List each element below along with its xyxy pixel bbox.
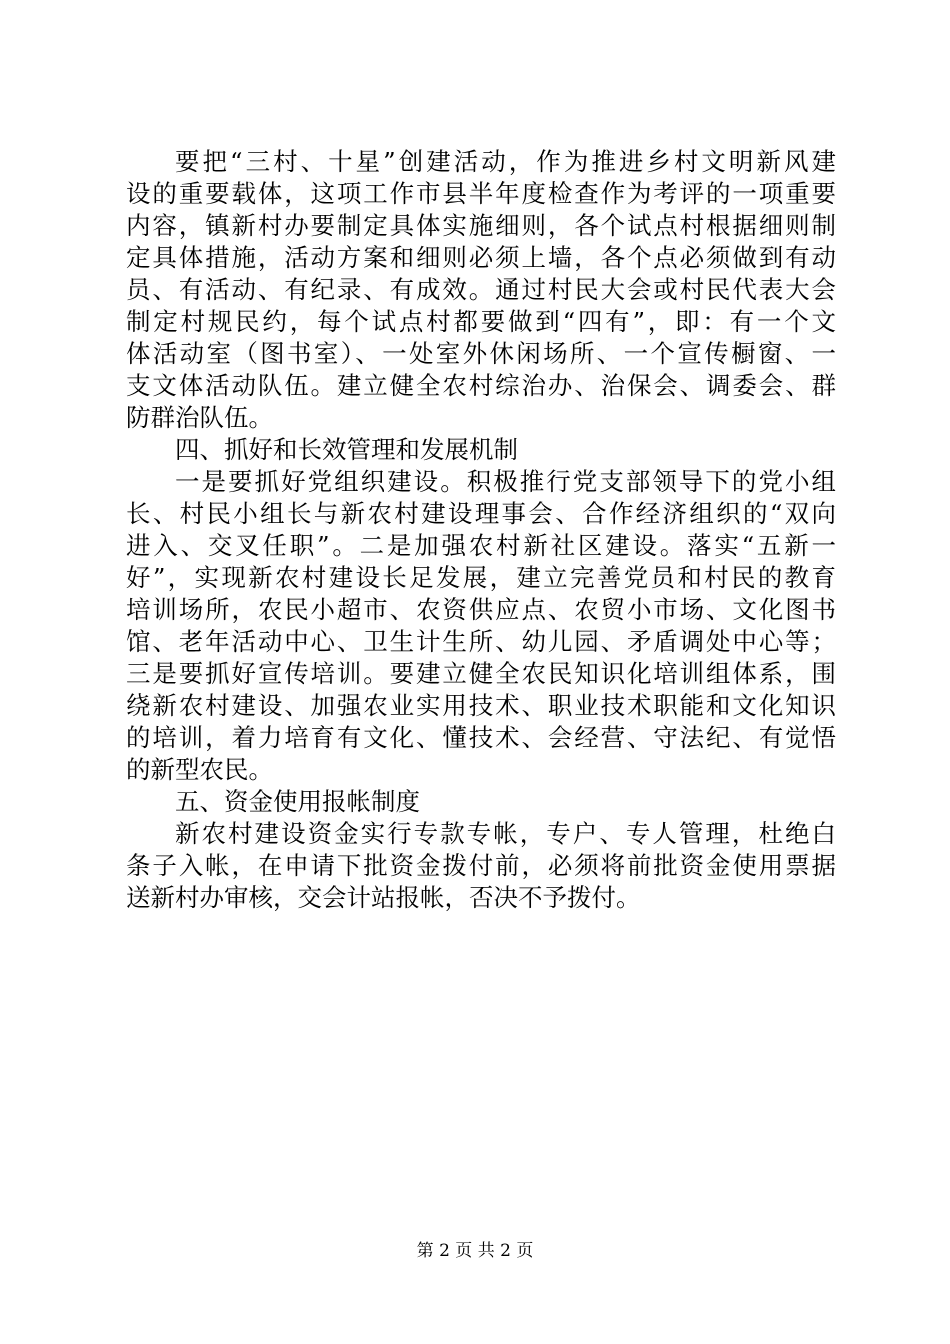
text-line: 制定村规民约，每个试点村都要做到“四有”，即：有一个文 bbox=[126, 307, 836, 336]
text-line: 新农村建设资金实行专款专帐，专户、专人管理，杜绝白 bbox=[175, 819, 836, 848]
text-line: 体活动室（图书室）、一处室外休闲场所、一个宣传橱窗、一 bbox=[126, 339, 836, 368]
text-line: 长、村民小组长与新农村建设理事会、合作经济组织的“双向 bbox=[126, 499, 836, 528]
text-line: 绕新农村建设、加强农业实用技术、职业技术职能和文化知识 bbox=[126, 691, 836, 720]
section-heading-funds bbox=[126, 786, 836, 818]
text-line: 支文体活动队伍。建立健全农村综治办、治保会、调委会、群 bbox=[126, 371, 836, 400]
text-line: 培训场所，农民小超市、农资供应点、农贸小市场、文化图书 bbox=[126, 595, 836, 624]
text-line: 馆、老年活动中心、卫生计生所、幼儿园、矛盾调处中心等； bbox=[126, 627, 836, 656]
text-line: 员、有活动、有纪录、有成效。通过村民大会或村民代表大会 bbox=[126, 275, 836, 304]
text-line: 三是要抓好宣传培训。要建立健全农民知识化培训组体系，围 bbox=[126, 659, 836, 688]
text-line: 一是要抓好党组织建设。积极推行党支部领导下的党小组 bbox=[175, 467, 836, 496]
text-line: 防群治队伍。 bbox=[126, 403, 273, 432]
text-line: 设的重要载体，这项工作市县半年度检查作为考评的一项重要 bbox=[126, 179, 836, 208]
text-line: 条子入帐，在申请下批资金拨付前，必须将前批资金使用票据 bbox=[126, 851, 836, 880]
text-line: 送新村办审核，交会计站报帐，否决不予拨付。 bbox=[126, 883, 641, 912]
document-body bbox=[126, 146, 836, 914]
section-heading: 五、资金使用报帐制度 bbox=[175, 787, 420, 816]
paragraph-funds-management bbox=[126, 818, 836, 914]
text-line: 内容，镇新村办要制定具体实施细则，各个试点村根据细则制 bbox=[126, 211, 836, 240]
paragraph-village-civilization bbox=[126, 146, 836, 434]
text-line: 好”，实现新农村建设长足发展，建立完善党员和村民的教育 bbox=[126, 563, 836, 592]
text-line: 进入、交叉任职”。二是加强农村新社区建设。落实“五新一 bbox=[126, 531, 836, 560]
text-line: 定具体措施，活动方案和细则必须上墙，各个点必须做到有动 bbox=[126, 243, 836, 272]
page-footer bbox=[0, 1240, 950, 1262]
text-line: 的新型农民。 bbox=[126, 755, 273, 784]
page-number-label: 第 2 页 共 2 页 bbox=[416, 1241, 534, 1261]
paragraph-party-building bbox=[126, 466, 836, 786]
text-line: 要把“三村、十星”创建活动，作为推进乡村文明新风建 bbox=[175, 147, 836, 176]
text-line: 的培训，着力培育有文化、懂技术、会经营、守法纪、有觉悟 bbox=[126, 723, 836, 752]
section-heading-mechanism bbox=[126, 434, 836, 466]
section-heading: 四、抓好和长效管理和发展机制 bbox=[175, 435, 518, 464]
